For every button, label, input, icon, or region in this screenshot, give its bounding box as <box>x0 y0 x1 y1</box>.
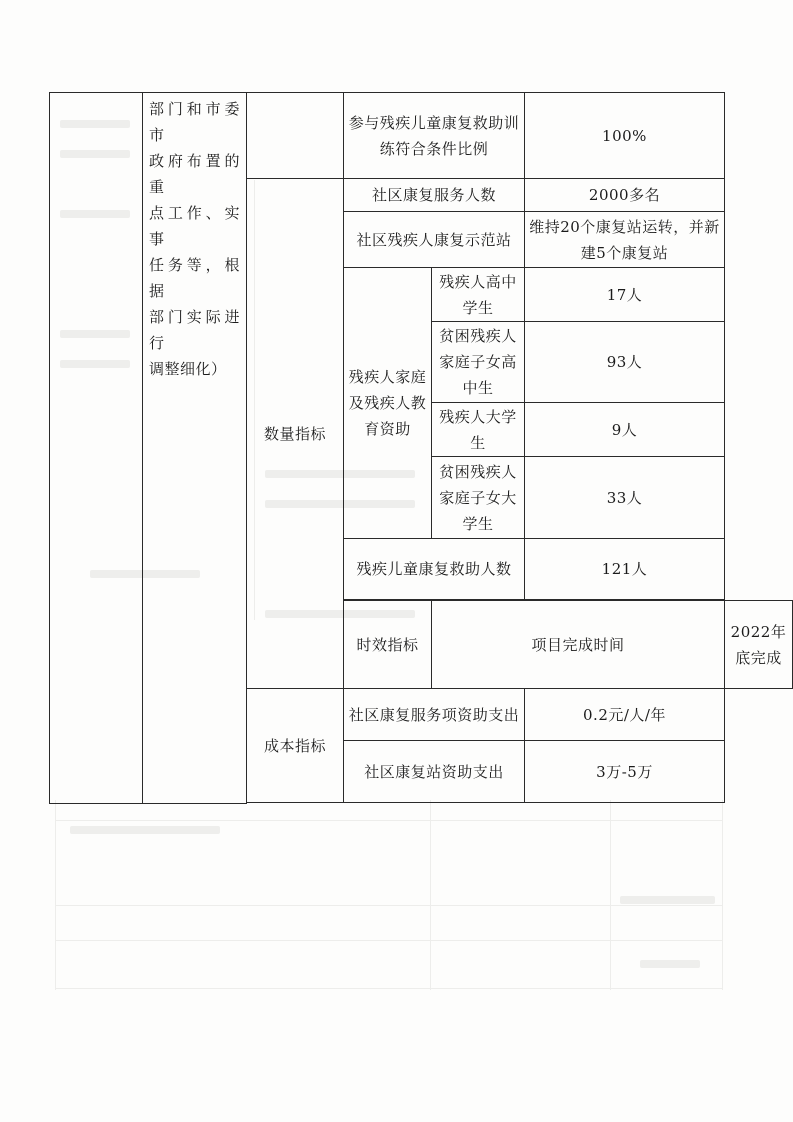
bleed-line <box>55 800 56 990</box>
education-subitem-label: 残疾人高中学生 <box>432 268 525 322</box>
department-note-line: 调整细化） <box>149 360 227 378</box>
category-cell <box>50 93 143 804</box>
quantity-indicator-label: 数量指标 <box>247 179 344 689</box>
department-note-cell <box>143 93 247 804</box>
indicator-value-cell: 0.2元/人/年 <box>525 689 725 741</box>
cost-indicator-label: 成本指标 <box>247 689 344 803</box>
bleed-line <box>722 800 723 990</box>
department-note-line: 点工作、实事 <box>149 204 240 248</box>
indicator-value-cell: 100% <box>525 93 725 179</box>
indicator-name-cell: 项目完成时间 <box>432 601 725 689</box>
indicator-name-cell: 社区康复服务人数 <box>344 179 525 212</box>
education-subitem-label: 贫困残疾人家庭子女大学生 <box>432 457 525 539</box>
bleed-text <box>640 960 700 968</box>
indicator-value-cell: 2022年底完成 <box>725 601 793 689</box>
education-subitem-label: 贫困残疾人家庭子女高中生 <box>432 322 525 403</box>
indicator-value-cell: 2000多名 <box>525 179 725 212</box>
bleed-line <box>55 820 722 821</box>
education-subitem-label: 残疾人大学生 <box>432 403 525 457</box>
indicator-value-cell: 121人 <box>525 539 725 600</box>
indicator-value-cell: 3万-5万 <box>525 741 725 803</box>
indicator-value-cell: 93人 <box>525 322 725 403</box>
department-note-line: 政府布置的重 <box>149 152 240 196</box>
bleed-text <box>70 826 220 834</box>
performance-indicator-table <box>49 92 793 804</box>
department-note-line: 任务等，根据 <box>149 256 240 300</box>
indicator-type-cell <box>247 93 344 179</box>
bleed-line <box>55 905 722 906</box>
bleed-line <box>55 988 722 989</box>
bleed-line <box>430 800 431 990</box>
indicator-value-cell: 维持20个康复站运转，并新建5个康复站 <box>525 212 725 268</box>
time-indicator-label: 时效指标 <box>344 601 432 689</box>
department-note-line: 部门和市委市 <box>149 100 240 144</box>
spacer <box>247 803 725 804</box>
indicator-name-cell: 参与残疾儿童康复救助训练符合条件比例 <box>344 93 525 179</box>
indicator-value-cell: 9人 <box>525 403 725 457</box>
indicator-value-cell: 17人 <box>525 268 725 322</box>
education-aid-group-label: 残疾人家庭及残疾人教育资助 <box>344 268 432 539</box>
bleed-line <box>55 940 722 941</box>
indicator-value-cell: 33人 <box>525 457 725 539</box>
bleed-text <box>620 896 715 904</box>
indicator-name-cell: 社区残疾人康复示范站 <box>344 212 525 268</box>
bleed-line <box>610 800 611 990</box>
indicator-name-cell: 社区康复站资助支出 <box>344 741 525 803</box>
indicator-name-cell: 社区康复服务项资助支出 <box>344 689 525 741</box>
indicator-name-cell: 残疾儿童康复救助人数 <box>344 539 525 600</box>
department-note-line: 部门实际进行 <box>149 308 240 352</box>
